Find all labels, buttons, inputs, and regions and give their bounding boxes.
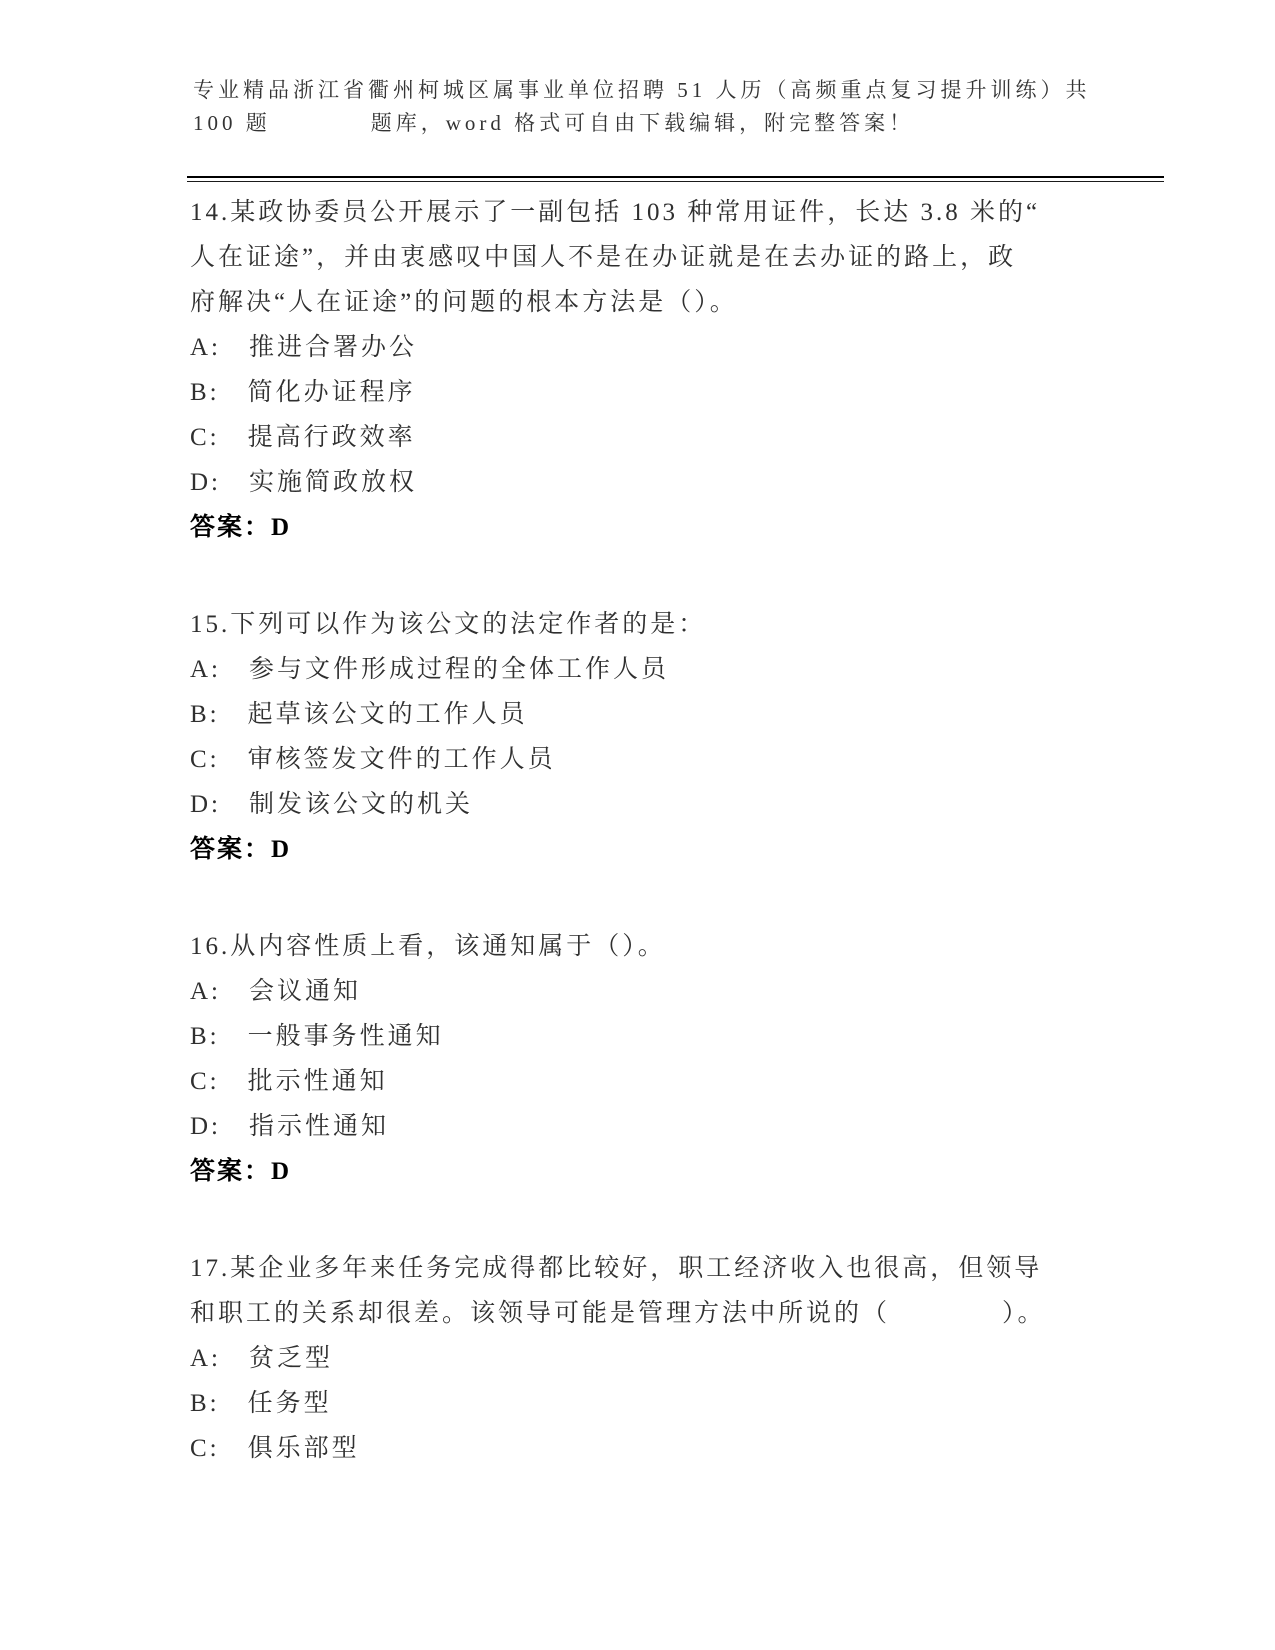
question-stem-line: 人在证途”，并由衷感叹中国人不是在办证就是在去办证的路上，政 bbox=[190, 244, 1017, 271]
header-divider-rule bbox=[187, 176, 1164, 182]
question-stem-line: 15.下列可以作为该公文的法定作者的是： bbox=[190, 611, 707, 638]
answer-line: 答案：D bbox=[190, 1158, 292, 1185]
option-line: A: 会议通知 bbox=[190, 978, 362, 1005]
question-block-17 bbox=[190, 1246, 1180, 1471]
question-stem-line: 16.从内容性质上看，该通知属于（）。 bbox=[190, 933, 666, 960]
question-stem-line: 17.某企业多年来任务完成得都比较好，职工经济收入也很高，但领导 bbox=[190, 1255, 1043, 1282]
option-line: A: 推进合署办公 bbox=[190, 334, 418, 361]
option-line: A: 参与文件形成过程的全体工作人员 bbox=[190, 656, 670, 683]
option-line: B: 起草该公文的工作人员 bbox=[190, 701, 528, 728]
question-stem-line: 14.某政协委员公开展示了一副包括 103 种常用证件，长达 3.8 米的“ bbox=[190, 199, 1041, 226]
option-line: C: 提高行政效率 bbox=[190, 424, 416, 451]
question-block-15 bbox=[190, 602, 1180, 872]
header-line-2: 100 题 题库，word 格式可自由下载编辑，附完整答案！ bbox=[193, 111, 915, 135]
option-line: C: 俱乐部型 bbox=[190, 1435, 360, 1462]
option-line: C: 批示性通知 bbox=[190, 1068, 388, 1095]
option-line: D: 指示性通知 bbox=[190, 1113, 390, 1140]
option-line: B: 一般事务性通知 bbox=[190, 1023, 444, 1050]
option-line: B: 简化办证程序 bbox=[190, 379, 416, 406]
answer-line: 答案：D bbox=[190, 836, 292, 863]
question-stem-line: 府解决“人在证途”的问题的根本方法是（）。 bbox=[190, 289, 738, 316]
answer-line: 答案：D bbox=[190, 514, 292, 541]
question-block-16 bbox=[190, 924, 1180, 1194]
document-header bbox=[193, 74, 1173, 140]
question-block-14 bbox=[190, 190, 1180, 550]
option-line: D: 制发该公文的机关 bbox=[190, 791, 474, 818]
option-line: C: 审核签发文件的工作人员 bbox=[190, 746, 556, 773]
question-stem-line: 和职工的关系却很差。该领导可能是管理方法中所说的（ ）。 bbox=[190, 1300, 1046, 1327]
option-line: B: 任务型 bbox=[190, 1390, 332, 1417]
option-line: A: 贫乏型 bbox=[190, 1345, 334, 1372]
questions-section bbox=[190, 190, 1180, 1523]
header-line-1: 专业精品浙江省衢州柯城区属事业单位招聘 51 人历（高频重点复习提升训练）共 bbox=[193, 78, 1091, 102]
option-line: D: 实施简政放权 bbox=[190, 469, 418, 496]
